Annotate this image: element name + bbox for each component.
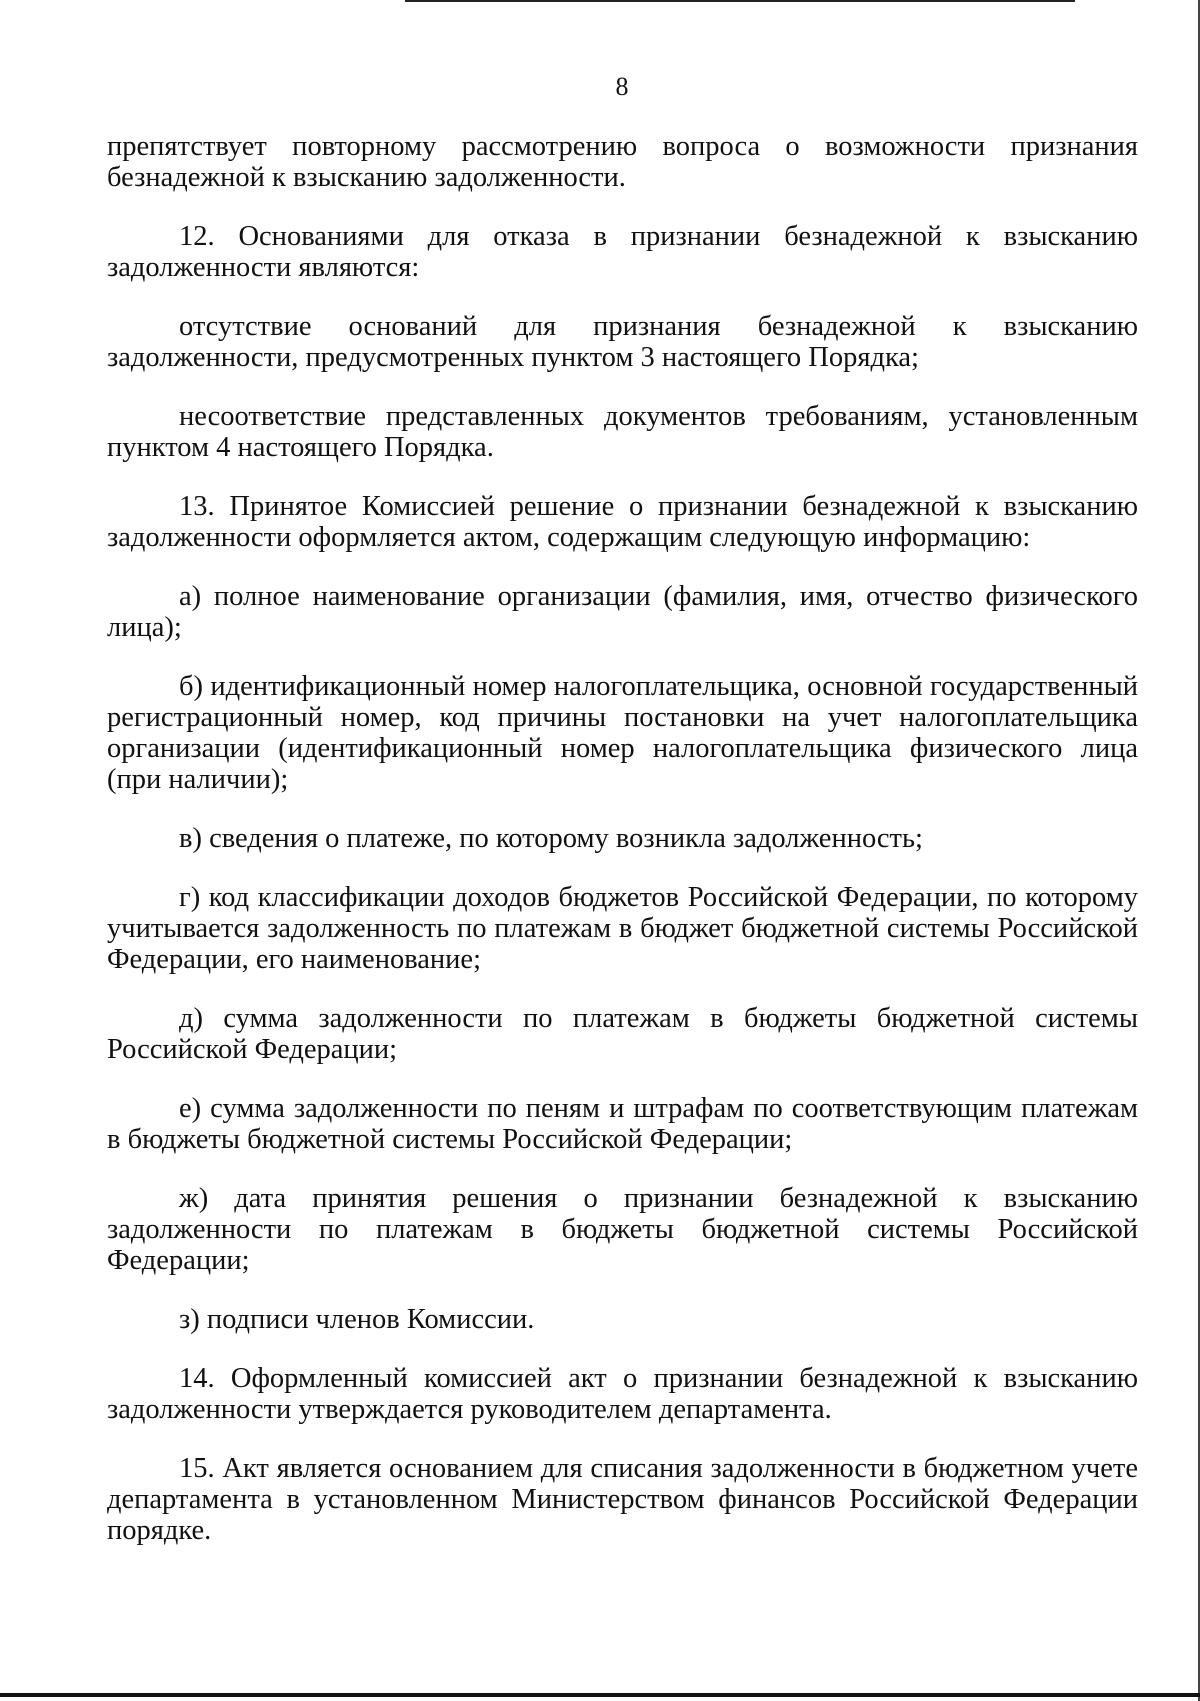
paragraph-subitem-zh: ж) дата принятия решения о признании безнадежной к взысканию задолженности по платежам в бюджеты бюджетной системы Российской Федерации; xyxy=(107,1183,1138,1276)
paragraph-subitem-b: б) идентификационный номер налогоплательщика, основной государственный регистрационный номер, код причины постановки на учет налогоплательщика организации (идентификационный номер налогоплательщика физического лица (при наличии); xyxy=(107,671,1138,795)
document-body xyxy=(107,131,1138,1574)
paragraph-subitem-z: з) подписи членов Комиссии. xyxy=(179,1304,535,1335)
scan-edge-top xyxy=(405,0,1075,2)
paragraph-item-15: 15. Акт является основанием для списания задолженности в бюджетном учете департамента в установленном Министерством финансов Российской Федерации порядке. xyxy=(107,1453,1138,1546)
paragraph-subitem-v: в) сведения о платеже, по которому возникла задолженность; xyxy=(179,823,923,854)
page-number: 8 xyxy=(615,72,629,101)
paragraph-subitem-g: г) код классификации доходов бюджетов Российской Федерации, по которому учитывается задолженность по платежам в бюджет бюджетной системы Российской Федерации, его наименование; xyxy=(107,882,1138,975)
paragraph-item-13: 13. Принятое Комиссией решение о признании безнадежной к взысканию задолженности оформляется актом, содержащим следующую информацию: xyxy=(107,491,1138,553)
scan-edge-bottom xyxy=(0,1693,1200,1697)
paragraph-subitem-a: а) полное наименование организации (фамилия, имя, отчество физического лица); xyxy=(107,581,1138,643)
paragraph-subitem-e: е) сумма задолженности по пеням и штрафам по соответствующим платежам в бюджеты бюджетной системы Российской Федерации; xyxy=(107,1093,1138,1155)
paragraph-subitem-d: д) сумма задолженности по платежам в бюджеты бюджетной системы Российской Федерации; xyxy=(107,1003,1138,1065)
paragraph-item-12: 12. Основаниями для отказа в признании безнадежной к взысканию задолженности являются: xyxy=(107,221,1138,283)
paragraph-continuation: препятствует повторному рассмотрению вопроса о возможности признания безнадежной к взысканию задолженности. xyxy=(107,131,1138,193)
paragraph-refusal-ground-2: несоответствие представленных документов требованиям, установленным пунктом 4 настоящего Порядка. xyxy=(107,401,1138,463)
paragraph-item-14: 14. Оформленный комиссией акт о признании безнадежной к взысканию задолженности утверждается руководителем департамента. xyxy=(107,1363,1138,1425)
paragraph-refusal-ground-1: отсутствие оснований для признания безнадежной к взысканию задолженности, предусмотренных пунктом 3 настоящего Порядка; xyxy=(107,311,1138,373)
